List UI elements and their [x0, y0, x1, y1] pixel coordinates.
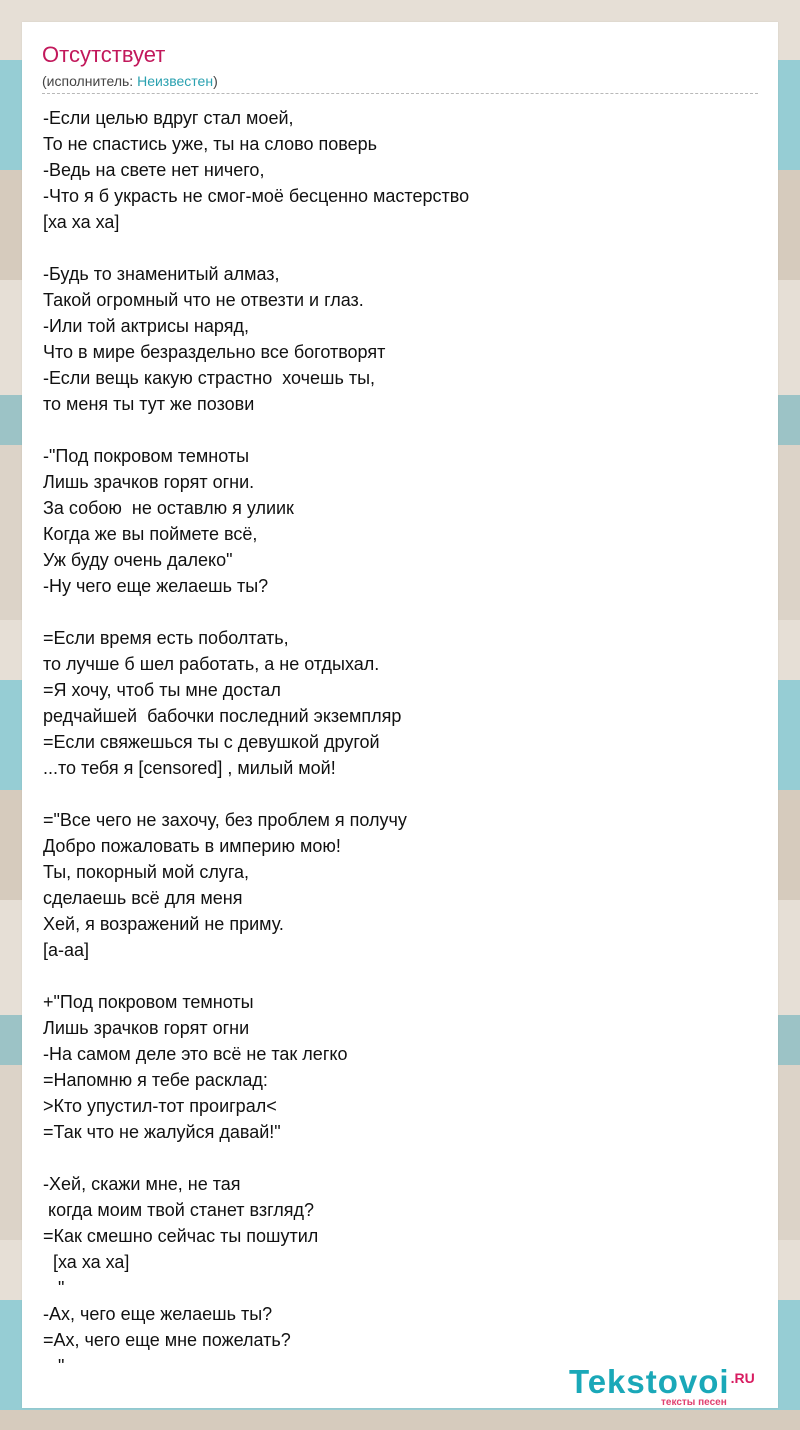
artist-suffix: ) — [213, 73, 218, 89]
logo-tld: .RU — [730, 1370, 755, 1386]
artist-line — [42, 73, 218, 89]
artist-prefix: (исполнитель: — [42, 73, 138, 89]
logo-tagline: тексты песен — [661, 1397, 727, 1408]
dashed-divider — [42, 93, 758, 94]
site-logo[interactable] — [569, 1363, 755, 1408]
logo-wordmark: Tekstovoi — [569, 1363, 730, 1400]
song-title: Отсутствует — [42, 42, 166, 67]
lyrics-text: -Если целью вдруг стал моей, То не спастись уже, ты на слово поверь -Ведь на свете нет ничего, -Что я б украсть не смог-моё бесценно мастерство [ха ха ха] -Будь то знаменитый алмаз, Такой огромный что не отвезти и глаз. -Или той актрисы наряд, Что в мире безраздельно все боготворят -Если вещь какую страстно хочешь ты, то меня ты тут же позови -"Под покровом темноты Лишь зрачков горят огни. За собою не оставлю я улиик Когда же вы поймете всё, Уж буду очень далеко" -Ну чего еще желаешь ты? =Если время есть поболтать, то лучше б шел работать, а не отдыхал. =Я хочу, чтоб ты мне достал редчайшей бабочки последний экземпляр =Если свяжешься ты с девушкой другой ...то тебя я [censored] , милый мой! ="Все чего не захочу, без проблем я получу Добро пожаловать в империю мою! Ты, покорный мой слуга, сделаешь всё для меня Хей, я возражений не приму. [а-аа] +"Под покровом темноты Лишь зрачков горят огни -На самом деле это всё не так легко =Напомню я тебе расклад: >Кто упустил-тот проиграл< =Так что не жалуйся давай!" -Хей, скажи мне, не тая когда моим твой станет взгляд? =Как смешно сейчас ты пошутил [ха ха ха] " -Ах, чего еще желаешь ты? =Ах, чего еще мне пожелать? " — [43, 108, 470, 1376]
artist-link[interactable]: Неизвестен — [137, 73, 214, 89]
lyrics-card — [22, 22, 778, 1408]
